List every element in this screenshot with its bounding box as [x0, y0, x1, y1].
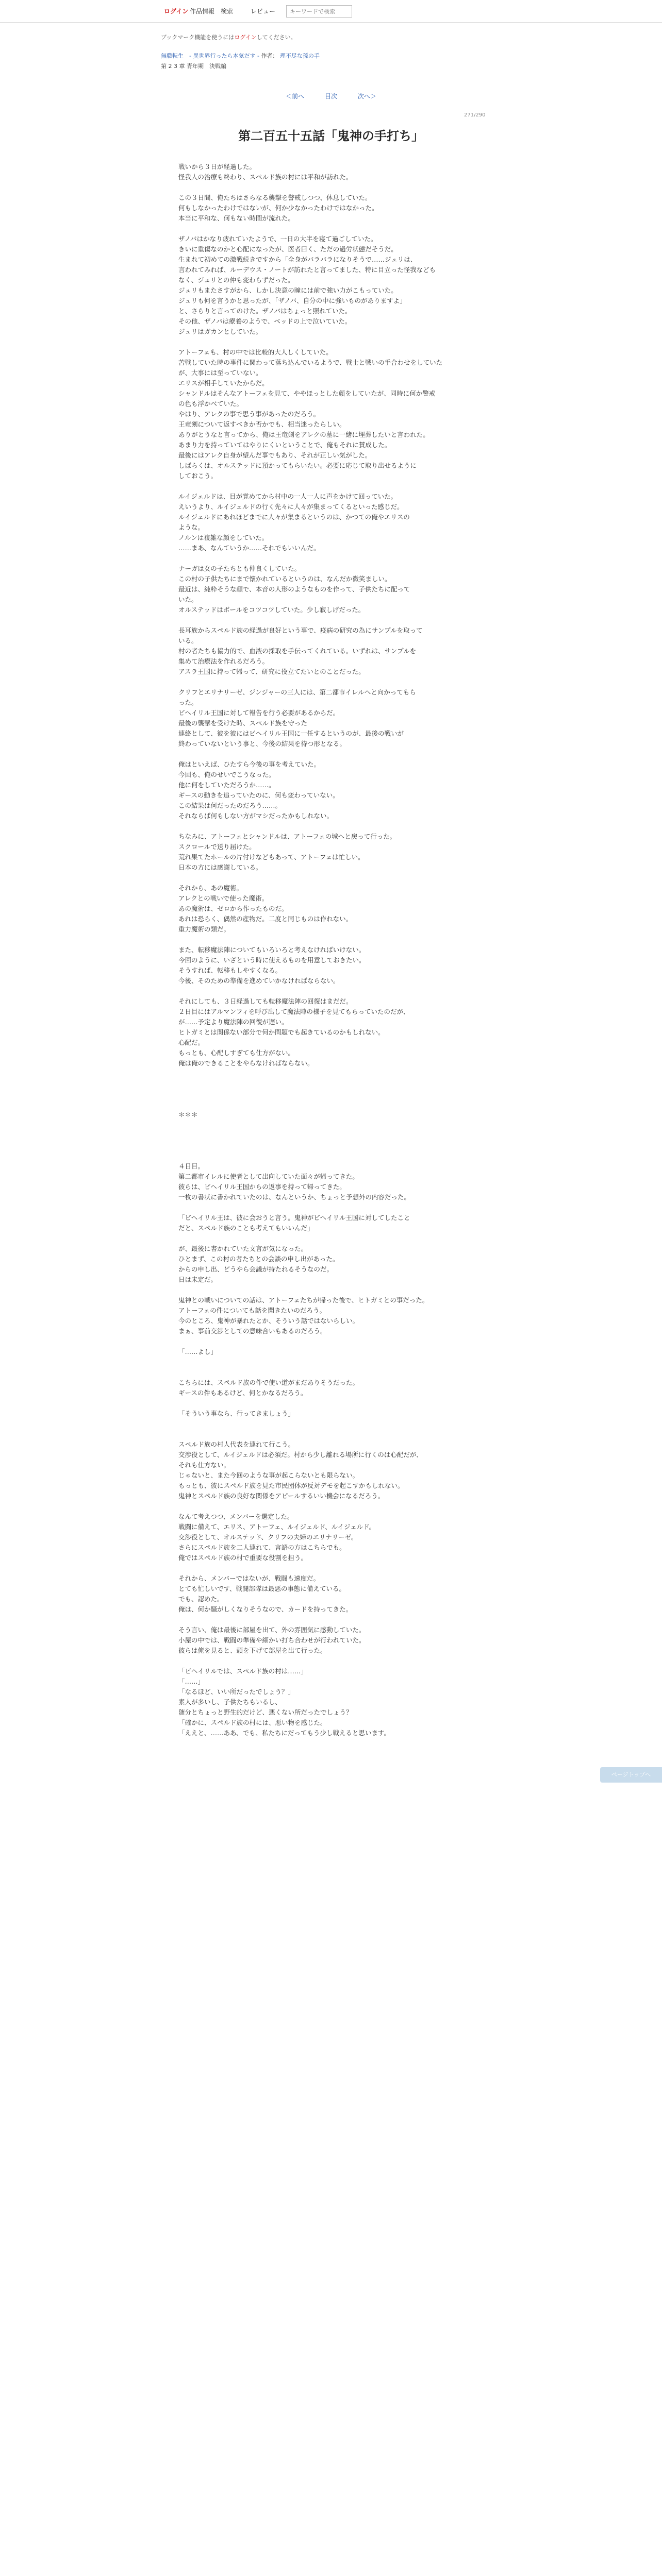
body-paragraph — [178, 1615, 488, 1625]
body-paragraph: った。 — [178, 699, 198, 706]
body-paragraph — [178, 2099, 488, 2109]
body-paragraph — [178, 1821, 488, 1831]
body-paragraph — [178, 2552, 488, 2563]
body-paragraph: なんて考えつつ、メンバーを選定した。 — [178, 1513, 294, 1520]
body-paragraph: 俺ではスペルド族の村で重要な役割を担う。 — [178, 1554, 308, 1562]
body-paragraph: アスラ王国に持って帰って、研究に役立てたいとのことだった。 — [178, 668, 365, 675]
body-paragraph — [178, 2398, 488, 2408]
body-paragraph — [178, 1419, 488, 1429]
body-paragraph — [178, 749, 488, 759]
body-paragraph — [178, 224, 488, 234]
body-paragraph: アトーフェの件についても話を聞きたいのだろう。 — [178, 1307, 326, 1314]
body-paragraph — [178, 1790, 488, 1800]
body-paragraph: ……まあ、なんていうか……それでもいいんだ。 — [178, 544, 320, 552]
body-paragraph — [178, 1759, 488, 1769]
body-paragraph — [178, 2346, 488, 2357]
body-paragraph: あれは恐らく、偶然の産物だ。二度と同じものは作れない。 — [178, 915, 353, 923]
body-paragraph: アトーフェも、村の中では比較的大人しくしていた。 — [178, 348, 333, 356]
body-paragraph: 「ええと、……ああ、でも、私たちにだってもう少し戦えると思います。 — [178, 1729, 391, 1737]
body-paragraph: 戦闘に備えて、エリス、アトーフェ、ルイジェルド、ルイジェルド。 — [178, 1523, 376, 1531]
body-paragraph — [178, 1996, 488, 2006]
body-paragraph: ヒトガミとは関係ない部分で何か問題でも起きているのかもしれない。 — [178, 1028, 385, 1036]
body-paragraph: ザノバはかなり疲れていたようで、一日の大半を寝て過ごしていた。 — [178, 235, 377, 243]
body-paragraph — [178, 2058, 488, 2068]
body-paragraph: オルステッドはボールをコツコツしていた。少し寂しげだった。 — [178, 606, 365, 614]
body-paragraph: 生まれて初めての激戦続きですから「全身がバラバラになりそうで……ジュリは、 — [178, 256, 417, 263]
body-paragraph: しておこう。 — [178, 472, 218, 480]
body-paragraph — [178, 2181, 488, 2192]
body-paragraph: ビヘイリル王国に対して報告を行う必要があるからだ。 — [178, 709, 340, 717]
body-paragraph — [178, 2563, 488, 2573]
body-paragraph — [178, 1852, 488, 1862]
body-paragraph: ジュリも何を言うかと思ったが、「ザノバ、自分の中に強いものがありますよ」 — [178, 297, 406, 304]
body-paragraph — [178, 2068, 488, 2078]
body-paragraph: クリフとエリナリーゼ、ジンジャーの三人には、第二都市イレルへと向かってもら — [178, 688, 416, 696]
body-paragraph: そうすれば、転移もしやすくなる。 — [178, 967, 282, 974]
novel-body — [178, 162, 488, 2576]
body-paragraph — [178, 1398, 488, 1409]
body-paragraph — [178, 1780, 488, 1790]
body-paragraph: 最近は、純粋そうな顔で、本音の人形のようなものを作って、子供たちに配って — [178, 585, 410, 593]
body-paragraph: なく、ジュリとの仲も変わらずだった。 — [178, 276, 294, 284]
body-paragraph — [178, 1130, 488, 1141]
notice-suffix: してください。 — [256, 34, 296, 41]
body-paragraph — [178, 2439, 488, 2449]
author-label: 作者： — [261, 53, 278, 59]
body-paragraph — [178, 2326, 488, 2336]
breadcrumb — [161, 52, 320, 60]
nav-search[interactable]: 検索 — [221, 8, 234, 15]
notice-prefix: ブックマーク機能を使うには — [161, 34, 235, 41]
body-paragraph — [178, 1738, 488, 1749]
body-paragraph — [178, 2223, 488, 2233]
body-paragraph — [178, 1893, 488, 1903]
body-paragraph: それも仕方ない。 — [178, 1461, 230, 1469]
body-paragraph — [178, 1357, 488, 1367]
body-paragraph — [178, 1800, 488, 1810]
body-paragraph — [178, 1089, 488, 1099]
body-paragraph: ような。 — [178, 523, 205, 531]
body-paragraph — [178, 2521, 488, 2532]
body-paragraph — [178, 2150, 488, 2161]
body-paragraph: とても忙しいです、戦闘部隊は最悪の事態に備えている。 — [178, 1585, 346, 1592]
body-paragraph: 「ビヘイリルでは、スペルド族の村は……」 — [178, 1667, 307, 1675]
body-paragraph — [178, 1883, 488, 1893]
body-paragraph — [178, 1955, 488, 1965]
prev-link[interactable]: ＜前へ — [286, 93, 305, 100]
body-paragraph — [178, 1841, 488, 1852]
body-paragraph — [178, 2212, 488, 2223]
body-paragraph — [178, 1563, 488, 1573]
body-paragraph — [178, 1233, 488, 1244]
body-paragraph: 他に何をしていただろうか……。 — [178, 781, 275, 789]
body-paragraph: 言われてみれば、ルーデウス・ノートが訪れたと言ってました、特に目立った怪我なども — [178, 266, 436, 274]
body-paragraph — [178, 2089, 488, 2099]
body-paragraph — [178, 2016, 488, 2027]
body-paragraph: からの申し出、どうやら会議が持たれるそうなのだ。 — [178, 1265, 334, 1273]
body-paragraph — [178, 1079, 488, 1089]
next-link[interactable]: 次へ＞ — [357, 93, 376, 100]
body-paragraph — [178, 2047, 488, 2058]
body-paragraph — [178, 2006, 488, 2016]
body-paragraph — [178, 2408, 488, 2418]
body-paragraph — [178, 2542, 488, 2552]
body-paragraph: 小屋の中では、戦闘の準備や細かい打ち合わせが行われていた。 — [178, 1636, 366, 1644]
body-paragraph — [178, 2078, 488, 2089]
body-paragraph: 日は未定だ。 — [178, 1276, 218, 1283]
body-paragraph — [178, 1285, 488, 1295]
body-paragraph — [178, 481, 488, 492]
body-paragraph: いる。 — [178, 637, 198, 645]
body-paragraph — [178, 2490, 488, 2501]
body-paragraph: ＊＊＊ — [178, 1111, 198, 1118]
body-paragraph: 今回も、俺のせいでこうなった。 — [178, 771, 275, 778]
body-paragraph: ４日目。 — [178, 1162, 205, 1170]
body-paragraph — [178, 1336, 488, 1347]
body-paragraph: 最後の襲撃を受けた時、スペルド族を守った — [178, 719, 308, 727]
body-paragraph: ルイジェルドは、目が覚めてから村中の一人一人に声をかけて回っていた。 — [178, 493, 398, 500]
body-paragraph: 苦戦していた時の事件に関わって落ち込んでいるようで、戦士と戦いの手合わせをしていた — [178, 359, 443, 366]
body-paragraph: その他、ザノバは療養のようで、ベッドの上で泣いていた。 — [178, 317, 352, 325]
body-paragraph: 彼らは俺を見ると、頭を下げて部屋を出て行った。 — [178, 1647, 327, 1654]
body-paragraph — [178, 2140, 488, 2150]
body-paragraph: ちなみに、アトーフェとシャンドルは、アトーフェの城へと戻って行った。 — [178, 833, 396, 840]
notice-login-link[interactable]: ログイン — [234, 34, 257, 41]
body-paragraph — [178, 2501, 488, 2511]
body-paragraph — [178, 1069, 488, 1079]
body-paragraph: もっとも、心配しすぎても仕方がない。 — [178, 1049, 295, 1057]
body-paragraph — [178, 1986, 488, 1996]
body-paragraph: 今のところ、鬼神が暴れたとか、そういう話ではないらしい。 — [178, 1317, 359, 1325]
body-paragraph: やはり、アレクの事で思う事があったのだろう。 — [178, 410, 320, 418]
chapter-number: 第 2 3 章 — [161, 63, 185, 70]
body-paragraph: 怪我人の治療も終わり、スペルド族の村には平和が訪れた。 — [178, 173, 353, 181]
body-paragraph — [178, 2357, 488, 2367]
body-paragraph — [178, 2449, 488, 2460]
body-paragraph: ２日目にはアルマンフィを呼び出して魔法陣の様子を見てもらっていたのだが、 — [178, 1008, 410, 1015]
body-paragraph: 連絡として、彼を彼にはビヘイリル王国に一任するというのが、最後の戦いが — [178, 730, 404, 737]
body-paragraph: 鬼神とスペルド族の良好な関係をアピールするいい機会になるだろう。 — [178, 1492, 385, 1500]
body-paragraph: あの魔術は、ゼロから作ったものだ。 — [178, 905, 288, 912]
body-paragraph — [178, 2243, 488, 2253]
body-paragraph — [178, 2037, 488, 2047]
body-paragraph — [178, 2264, 488, 2274]
body-paragraph: 「……よし」 — [178, 1348, 218, 1355]
top-navigation-bar — [0, 0, 662, 23]
body-paragraph: ジュリもまたさすがから、しかし決意の瞳には前で強い力がこもっていた。 — [178, 286, 398, 294]
body-paragraph — [178, 1367, 488, 1378]
body-paragraph — [178, 1429, 488, 1439]
body-paragraph: アレクとの戦いで使った魔術。 — [178, 894, 269, 902]
body-paragraph: 俺は、何か騒がしくなりそうなので、カードを持ってきた。 — [178, 1605, 353, 1613]
body-paragraph: じゃないと、また今回のような事が起こらないとも限らない。 — [178, 1471, 359, 1479]
body-paragraph — [178, 935, 488, 945]
body-paragraph: えいうより、ルイジェルドの行く先々に人々が集まってくるといった感じだ。 — [178, 503, 404, 511]
nav-review[interactable]: レビュー — [251, 8, 276, 15]
body-paragraph — [178, 2192, 488, 2202]
body-paragraph — [178, 182, 488, 193]
body-paragraph — [178, 1934, 488, 1944]
body-paragraph: 今回のように、いざという時に使えるものを用意しておきたい。 — [178, 956, 366, 964]
body-paragraph: ルイジェルドにあれほどまでに人々が集まるというのは、かつての俺やエリスの — [178, 513, 410, 521]
body-paragraph — [178, 873, 488, 883]
body-paragraph — [178, 1769, 488, 1780]
body-paragraph: スクロールで送り届けた。 — [178, 843, 256, 851]
body-paragraph: まぁ、事前交渉としての意味合いもあるのだろう。 — [178, 1327, 327, 1335]
body-paragraph — [178, 1202, 488, 1213]
body-paragraph: それにしても、３日経過しても転移魔法陣の回復はまだだ。 — [178, 997, 353, 1005]
body-paragraph — [178, 2315, 488, 2326]
body-paragraph: 「ビヘイリル王は、彼に会おうと言う。鬼神がビヘイリル王国に対してしたこと — [178, 1214, 410, 1222]
body-paragraph: 戦いから３日が経過した。 — [178, 163, 256, 171]
body-paragraph — [178, 1810, 488, 1821]
body-paragraph: 「なるほど、いい所だったでしょう？」 — [178, 1688, 295, 1696]
body-paragraph: 「そういう事なら、行ってきましょう」 — [178, 1410, 295, 1417]
body-paragraph: 俺は俺のできることをやらなければならない。 — [178, 1059, 314, 1067]
body-paragraph — [178, 677, 488, 687]
body-paragraph: が、最後に書かれていた文言が気になった。 — [178, 1245, 308, 1252]
body-paragraph: 集めて治療法を作れるだろう。 — [178, 657, 269, 665]
body-paragraph: の色も浮かべていた。 — [178, 400, 243, 408]
body-paragraph: ノルンは複雑な顔をしていた。 — [178, 534, 269, 541]
body-paragraph: ナーガは女の子たちとも仲良くしていた。 — [178, 565, 301, 572]
body-paragraph — [178, 553, 488, 564]
body-paragraph: ギースの動きを追っていたのに、何も変わっていない。 — [178, 791, 339, 799]
body-paragraph — [178, 337, 488, 347]
body-paragraph — [178, 2532, 488, 2542]
body-paragraph: 心配だ。 — [178, 1039, 205, 1046]
body-paragraph — [178, 2305, 488, 2315]
bookmark-notice — [161, 33, 296, 41]
body-paragraph: あまり力を持っていてはやりにくいということで、俺もそれに賛成した。 — [178, 441, 391, 449]
body-paragraph: 本当に平和な、何もない時間が流れた。 — [178, 214, 295, 222]
body-paragraph — [178, 1656, 488, 1666]
body-paragraph — [178, 2171, 488, 2181]
body-paragraph: 荒れ果てたホールの片付けなどもあって、アトーフェは忙しい。 — [178, 853, 365, 861]
body-paragraph: この村の子供たちにまで懐かれているというのは、なんだか微笑ましい。 — [178, 575, 391, 583]
body-paragraph — [178, 2253, 488, 2264]
body-paragraph: が……予定より魔法陣の回復が遅い。 — [178, 1018, 288, 1026]
body-paragraph: 王竜剣について返すべきか否かでも、相当迷ったらしい。 — [178, 420, 346, 428]
body-paragraph — [178, 1141, 488, 1151]
body-paragraph: 交渉役として、オルステッド、クリフの夫婦のエリナリーゼ。 — [178, 1533, 358, 1541]
body-paragraph — [178, 1975, 488, 1986]
body-paragraph — [178, 2511, 488, 2521]
body-paragraph — [178, 1872, 488, 1883]
body-paragraph — [178, 2470, 488, 2480]
body-paragraph: また、転移魔法陣についてもいろいろと考えなければいけない。 — [178, 946, 366, 954]
body-paragraph: だと、スペルド族のことも考えてもいいんだ」 — [178, 1224, 314, 1232]
body-paragraph — [178, 2429, 488, 2439]
body-paragraph: 今後、そのための準備を進めていかなければならない。 — [178, 977, 340, 985]
body-paragraph: 随分とちょっと野生的だけど、悪くない所だったでしょう？ — [178, 1708, 353, 1716]
body-paragraph — [178, 986, 488, 996]
body-paragraph: この３日間、俺たちはさらなる襲撃を警戒しつつ、休息していた。 — [178, 194, 372, 201]
body-paragraph: そう言い、俺は最後に部屋を出て、外の雰囲気に感動していた。 — [178, 1626, 366, 1634]
body-paragraph: スペルド族の村人代表を連れて行こう。 — [178, 1440, 295, 1448]
body-paragraph — [178, 2480, 488, 2490]
body-paragraph: 俺はといえば、ひたすら今後の事を考えていた。 — [178, 760, 321, 768]
body-paragraph — [178, 2387, 488, 2398]
body-paragraph: 交渉役として、ルイジェルドは必須だ。村から少し離れる場所に行くのは心配だが、 — [178, 1451, 423, 1459]
body-paragraph — [178, 1924, 488, 1934]
body-paragraph: 何もしなかったわけではないが、何か少なかったわけではなかった。 — [178, 204, 378, 212]
body-paragraph — [178, 1944, 488, 1955]
body-paragraph: さらにスペルド族を二人連れて、言語の方はこちらでも。 — [178, 1544, 346, 1551]
body-paragraph — [178, 2284, 488, 2295]
body-paragraph: と、さらりと言ってのけた。ザノバはちょっと照れていた。 — [178, 307, 352, 315]
page-top-button[interactable]: ページトップへ — [600, 1767, 662, 1783]
body-paragraph: ひとまず、この村の者たちとの会談の申し出があった。 — [178, 1255, 339, 1263]
body-paragraph: 長耳族からスペルド族の経過が良好という事で、疫病の研究の為にサンプルを取って — [178, 626, 423, 634]
keyword-search-input[interactable] — [286, 5, 352, 18]
body-paragraph: 彼らは、ビヘイリル王国からの返事を持って帰ってきた。 — [178, 1183, 346, 1191]
body-paragraph: いた。 — [178, 596, 198, 603]
body-paragraph: ギースの件もあるけど、何とかなるだろう。 — [178, 1389, 307, 1397]
body-paragraph: 鬼神との戦いについての話は、アトーフェたちが帰った後で、ヒトガミとの事だった。 — [178, 1296, 429, 1304]
body-paragraph: エリスが相手していたからだ。 — [178, 379, 269, 387]
nav-works-info[interactable]: 作品情報 — [190, 8, 215, 15]
body-paragraph: 「……」 — [178, 1677, 205, 1685]
body-paragraph: それから、メンバーではないが、戦闘も速度だ。 — [178, 1574, 320, 1582]
body-paragraph — [178, 2130, 488, 2140]
body-paragraph: この結果は何だったのだろう……。 — [178, 802, 282, 809]
body-paragraph — [178, 2233, 488, 2243]
body-paragraph — [178, 1913, 488, 1924]
body-paragraph — [178, 1151, 488, 1161]
body-paragraph — [178, 2295, 488, 2305]
body-paragraph — [178, 2573, 488, 2576]
body-paragraph — [178, 2161, 488, 2171]
body-paragraph — [178, 2027, 488, 2037]
body-paragraph: ありがとうなと言ってから、俺は王竜剣をアレクの墓に一緒に埋葬したいと言われた。 — [178, 431, 429, 438]
body-paragraph: 村の者たちも協力的で、血液の採取を手伝ってくれている。いずれは、サンプルを — [178, 647, 417, 655]
body-paragraph: 第二都市イレルに使者として出向していた面々が帰ってきた。 — [178, 1173, 359, 1180]
body-paragraph — [178, 1903, 488, 1913]
body-paragraph — [178, 2377, 488, 2387]
body-paragraph — [178, 2336, 488, 2346]
body-paragraph: それならば何もしない方がマシだったかもしれない。 — [178, 812, 334, 820]
series-title-link[interactable]: 無職転生 - 異世界行ったら本気だす - — [161, 53, 259, 59]
body-paragraph: それから、あの魔術。 — [178, 884, 243, 892]
body-paragraph: しばらくは、オルステッドに預かってもらいたい。必要に応じて取り出せるように — [178, 462, 417, 469]
login-link[interactable]: ログイン — [164, 8, 189, 15]
body-paragraph — [178, 1965, 488, 1975]
body-paragraph: ジュリはガカンとしていた。 — [178, 328, 262, 335]
chapter-name: 青年期 決戦編 — [187, 63, 226, 70]
body-paragraph: 日本の方には感謝している。 — [178, 863, 262, 871]
body-paragraph: 一枚の書状に書かれていたのは、なんというか、ちょっと予想外の内容だった。 — [178, 1193, 411, 1201]
body-paragraph: こちらには、スペルド族の件で使い道がまだありそうだった。 — [178, 1379, 359, 1386]
page-number: 271/290 — [464, 112, 486, 118]
body-paragraph — [178, 2418, 488, 2429]
episode-title: 第二百五十五話「鬼神の手打ち」 — [238, 128, 424, 143]
index-link[interactable]: 目次 — [324, 93, 337, 100]
chapter-heading — [161, 62, 226, 70]
body-paragraph — [178, 2460, 488, 2470]
body-paragraph — [178, 1099, 488, 1110]
body-paragraph — [178, 615, 488, 625]
body-paragraph: 最後にはアレク自身が望んだ事でもあり、それが正しい気がした。 — [178, 451, 372, 459]
author-link[interactable]: 理不尽な孫の手 — [279, 53, 320, 59]
body-paragraph: もっとも、彼にスペルド族を見た市民団体が反対デモを起こすかもしれない。 — [178, 1482, 404, 1489]
body-paragraph — [178, 2202, 488, 2212]
body-paragraph — [178, 2120, 488, 2130]
body-paragraph: きいに重傷なのかと心配になったが、医者曰く、ただの過労状態だそうだ。 — [178, 245, 398, 253]
body-paragraph: 終わっていないという事と、今後の結果を待つ形となる。 — [178, 740, 346, 748]
body-paragraph: 素人が多いし、子供たちもいるし、 — [178, 1698, 282, 1706]
body-paragraph: シャンドルはそんなアトーフェを見て、ややほっとした顔をしていたが、同時に何か警戒 — [178, 389, 436, 397]
body-paragraph — [178, 1501, 488, 1512]
body-paragraph: でも、認めた。 — [178, 1595, 224, 1603]
body-paragraph: 重力魔術の類だ。 — [178, 925, 230, 933]
body-paragraph — [178, 1862, 488, 1872]
body-paragraph — [178, 2274, 488, 2284]
pager-top — [0, 92, 662, 100]
body-paragraph: 「確かに、スペルド族の村には、悪い物を感じた。 — [178, 1719, 327, 1726]
body-paragraph — [178, 2367, 488, 2377]
body-paragraph — [178, 2109, 488, 2120]
body-paragraph — [178, 1831, 488, 1841]
body-paragraph — [178, 1120, 488, 1130]
body-paragraph: が、大事には至っていない。 — [178, 369, 262, 377]
body-paragraph — [178, 1749, 488, 1759]
body-paragraph — [178, 821, 488, 832]
